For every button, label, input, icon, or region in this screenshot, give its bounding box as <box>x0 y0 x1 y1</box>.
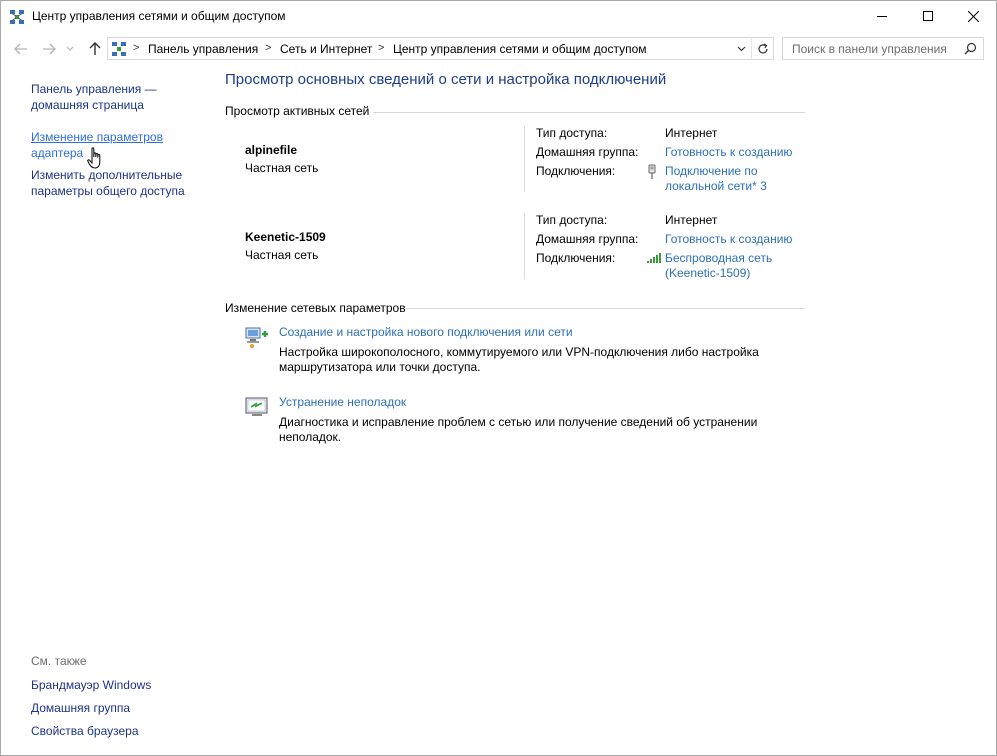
troubleshoot-link[interactable]: Устранение неполадок <box>279 395 407 409</box>
network-center-icon <box>9 9 25 25</box>
breadcrumb-network-internet[interactable]: Сеть и Интернет <box>280 42 373 56</box>
setup-new-connection-link[interactable]: Создание и настройка нового подключения или сети <box>279 325 573 339</box>
breadcrumb-separator[interactable]: > <box>265 42 272 54</box>
page-title: Просмотр основных сведений о сети и настройка подключений <box>225 71 667 88</box>
new-connection-icon <box>244 325 270 349</box>
network-center-icon <box>111 41 127 57</box>
forward-button[interactable] <box>39 39 59 59</box>
network-divider <box>524 126 525 192</box>
see-also-firewall-link[interactable]: Брандмауэр Windows <box>31 678 152 692</box>
access-type-value: Интернет <box>665 126 718 140</box>
access-type-label: Тип доступа: <box>536 126 608 140</box>
arrow-right-icon <box>42 43 56 55</box>
refresh-button[interactable] <box>751 38 773 59</box>
troubleshoot-description: Диагностика и исправление проблем с сетью или получение сведений об устранении неполадок. <box>279 415 758 444</box>
access-type-value: Интернет <box>665 213 718 227</box>
arrow-left-icon <box>14 43 28 55</box>
breadcrumb-separator[interactable]: > <box>133 42 140 54</box>
section-divider <box>373 112 805 113</box>
homegroup-link[interactable]: Готовность к созданию <box>665 145 793 159</box>
close-icon <box>968 11 979 22</box>
troubleshoot-icon <box>244 395 270 419</box>
network-name: Keenetic-1509 <box>245 230 326 244</box>
window-title: Центр управления сетями и общим доступом <box>32 9 286 23</box>
connection-wifi-link[interactable]: Беспроводная сеть (Keenetic-1509) <box>665 251 773 280</box>
network-category-link[interactable]: Частная сеть <box>245 161 319 175</box>
connections-label: Подключения: <box>536 164 616 178</box>
connection-ethernet-link[interactable]: Подключение по локальной сети* 3 <box>665 164 767 193</box>
see-also-browser-properties-link[interactable]: Свойства браузера <box>31 724 139 738</box>
recent-locations-button[interactable] <box>64 39 76 59</box>
see-also-homegroup-link[interactable]: Домашняя группа <box>31 701 131 715</box>
network-name: alpinefile <box>245 143 298 157</box>
homegroup-link[interactable]: Готовность к созданию <box>665 232 793 246</box>
address-bar[interactable] <box>107 37 774 60</box>
search-input[interactable]: Поиск в панели управления <box>792 42 947 56</box>
homegroup-label: Домашняя группа: <box>536 145 639 159</box>
network-category-link[interactable]: Частная сеть <box>245 248 319 262</box>
setup-new-connection-description: Настройка широкополосного, коммутируемого или VPN-подключения либо настройка маршрутизатора или точки доступа. <box>279 345 759 374</box>
chevron-down-icon <box>66 46 74 52</box>
breadcrumb-separator[interactable]: > <box>378 42 385 54</box>
minimize-button[interactable] <box>859 1 905 31</box>
active-networks-header: Просмотр активных сетей <box>225 104 370 118</box>
advanced-sharing-settings-link[interactable]: Изменить дополнительные параметры общего доступа <box>31 168 185 198</box>
homegroup-label: Домашняя группа: <box>536 232 639 246</box>
maximize-button[interactable] <box>905 1 951 31</box>
access-type-label: Тип доступа: <box>536 213 608 227</box>
section-divider <box>407 308 805 309</box>
change-settings-header: Изменение сетевых параметров <box>225 301 406 315</box>
maximize-icon <box>923 11 933 21</box>
search-box[interactable] <box>782 37 984 60</box>
up-button[interactable] <box>85 39 105 59</box>
arrow-up-icon <box>89 42 101 56</box>
back-button[interactable] <box>11 39 31 59</box>
minimize-icon <box>877 11 887 21</box>
wifi-signal-icon <box>646 252 661 264</box>
title-bar[interactable] <box>1 1 996 32</box>
search-icon[interactable] <box>964 42 977 55</box>
control-panel-home-link[interactable]: Панель управления — домашняя страница <box>31 82 157 112</box>
hand-cursor-icon <box>87 147 105 171</box>
ethernet-icon <box>646 164 658 180</box>
close-button[interactable] <box>950 1 996 31</box>
address-history-button[interactable] <box>731 38 751 59</box>
navigation-bar <box>1 35 996 62</box>
chevron-down-icon <box>737 46 746 52</box>
see-also-label: См. также <box>31 654 87 668</box>
connections-label: Подключения: <box>536 251 616 265</box>
network-divider <box>524 213 525 279</box>
breadcrumb-network-center[interactable]: Центр управления сетями и общим доступом <box>393 42 647 56</box>
change-adapter-settings-link[interactable]: Изменение параметров адаптера <box>31 130 163 160</box>
refresh-icon <box>757 43 769 55</box>
breadcrumb-control-panel[interactable]: Панель управления <box>148 42 259 56</box>
